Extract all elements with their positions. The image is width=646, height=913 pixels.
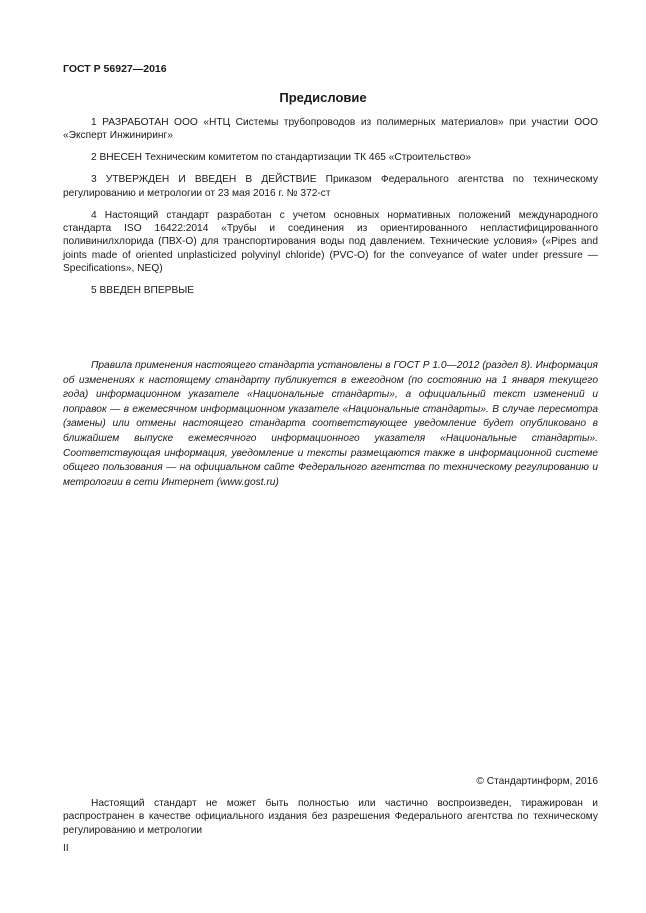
- copyright-line: © Стандартинформ, 2016: [476, 776, 598, 787]
- foreword-item-first-introduced: 5 ВВЕДЕН ВПЕРВЫЕ: [91, 285, 195, 297]
- foreword-item-approved: 3 УТВЕРЖДЕН И ВВЕДЕН В ДЕЙСТВИЕ Приказом Федерального агентства по техническому регулированию и метрологии от 23 мая 2016 г. № 372-ст: [63, 174, 598, 199]
- foreword-item-developed: 1 РАЗРАБОТАН ООО «НТЦ Системы трубопроводов из полимерных материалов» при участии ООО «Эксперт Инжиниринг»: [63, 117, 598, 142]
- application-rules-notice: Правила применения настоящего стандарта установлены в ГОСТ Р 1.0—2012 (раздел 8). Информация об изменениях к настоящему стандарту публикуется в ежегодном (по состоянию на 1 января текущего года) информационном указателе «Национальные стандарты», а официальный текст изменений и поправок — в ежемесячном информационном указателе «Национальные стандарты». В случае пересмотра (замены) или отмены настоящего стандарта соответствующее уведомление будет опубликовано в ближайшем выпуске ежемесячного информационного указателя «Национальные стандарты». Соответствующая информация, уведомление и тексты размещаются также в информационной системе общего пользования — на официальном сайте Федерального агентства по техническому регулированию и метрологии в сети Интернет (www.gost.ru): [63, 360, 598, 488]
- page-title: Предисловие: [279, 90, 367, 105]
- reproduction-notice: Настоящий стандарт не может быть полностью или частично воспроизведен, тиражирован и распространен в качестве официального издания без разрешения Федерального агентства по техническому регулированию и метрологии: [63, 798, 598, 836]
- page-number: II: [63, 843, 69, 854]
- foreword-item-basis: 4 Настоящий стандарт разработан с учетом основных нормативных положений международного стандарта ISO 16422:2014 «Трубы и соединения из ориентированного непластифицированного поливинилхлорида (ПВХ-О) для транспортирования воды под давлением. Технические условия» («Pipes and joints made of oriented unplasticized polyvinyl chloride) (PVC-O) for the conveyance of water under pressure — Specifications», NEQ): [63, 209, 598, 275]
- foreword-item-introduced: 2 ВНЕСЕН Техническим комитетом по стандартизации ТК 465 «Строительство»: [91, 152, 471, 164]
- foreword-body: [63, 116, 598, 306]
- document-code-header: ГОСТ Р 56927—2016: [63, 63, 167, 75]
